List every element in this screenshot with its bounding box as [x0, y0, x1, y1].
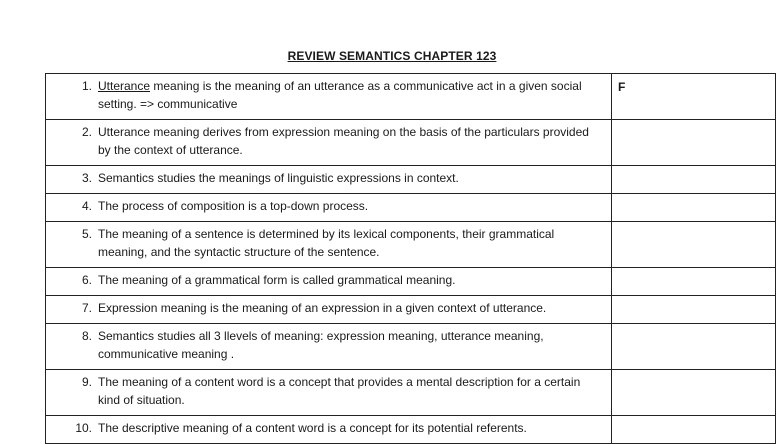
question-text: The meaning of a content word is a concept that provides a mental description for a certain kind of situation. — [98, 375, 581, 407]
question-text: Semantics studies all 3 llevels of meaning: expression meaning, utterance meaning, communicative meaning . — [98, 329, 544, 361]
question-number: 2. — [81, 125, 92, 139]
question-cell — [46, 222, 612, 268]
table-row — [46, 194, 776, 222]
question-number: 3. — [81, 171, 92, 185]
question-number: 5. — [81, 227, 92, 241]
answer-cell[interactable] — [612, 166, 776, 194]
table-row — [46, 370, 776, 416]
review-table — [45, 73, 776, 444]
table-row — [46, 222, 776, 268]
question-cell — [46, 296, 612, 324]
question-cell — [46, 166, 612, 194]
answer-cell[interactable]: F — [612, 74, 776, 120]
question-text: The descriptive meaning of a content word is a concept for its potential referents. — [98, 421, 527, 435]
table-row — [46, 416, 776, 444]
question-number: 1. — [81, 79, 92, 93]
table-row — [46, 166, 776, 194]
question-number: 6. — [81, 273, 92, 287]
question-text: Utterance meaning is the meaning of an utterance as a communicative act in a given social setting. => communicative — [98, 79, 582, 111]
answer-cell[interactable] — [612, 268, 776, 296]
question-number: 10. — [75, 421, 92, 435]
underlined-term: Utterance — [98, 79, 151, 93]
question-cell — [46, 370, 612, 416]
question-text: The process of composition is a top-down process. — [98, 199, 369, 213]
question-text: Expression meaning is the meaning of an expression in a given context of utterance. — [98, 301, 547, 315]
table-row — [46, 268, 776, 296]
question-text: The meaning of a sentence is determined by its lexical components, their grammatical meaning, and the syntactic structure of the sentence. — [98, 227, 555, 259]
answer-cell[interactable] — [612, 324, 776, 370]
question-cell — [46, 416, 612, 444]
question-cell — [46, 194, 612, 222]
question-cell — [46, 268, 612, 296]
question-text: The meaning of a grammatical form is called grammatical meaning. — [98, 273, 456, 287]
answer-cell[interactable] — [612, 416, 776, 444]
question-cell — [46, 324, 612, 370]
page-title: REVIEW SEMANTICS CHAPTER 123 — [287, 49, 497, 63]
answer-cell[interactable] — [612, 194, 776, 222]
question-cell — [46, 120, 612, 166]
table-row — [46, 296, 776, 324]
answer-cell[interactable] — [612, 370, 776, 416]
table-row — [46, 120, 776, 166]
table-row — [46, 74, 776, 120]
answer-cell[interactable] — [612, 222, 776, 268]
answer-cell[interactable] — [612, 120, 776, 166]
question-cell — [46, 74, 612, 120]
answer-cell[interactable] — [612, 296, 776, 324]
question-number: 4. — [81, 199, 92, 213]
question-number: 7. — [81, 301, 92, 315]
question-number: 9. — [81, 375, 92, 389]
table-row — [46, 324, 776, 370]
question-number: 8. — [81, 329, 92, 343]
question-text: Utterance meaning derives from expression meaning on the basis of the particulars provided by the context of utterance. — [98, 125, 589, 157]
question-text: Semantics studies the meanings of linguistic expressions in context. — [98, 171, 459, 185]
